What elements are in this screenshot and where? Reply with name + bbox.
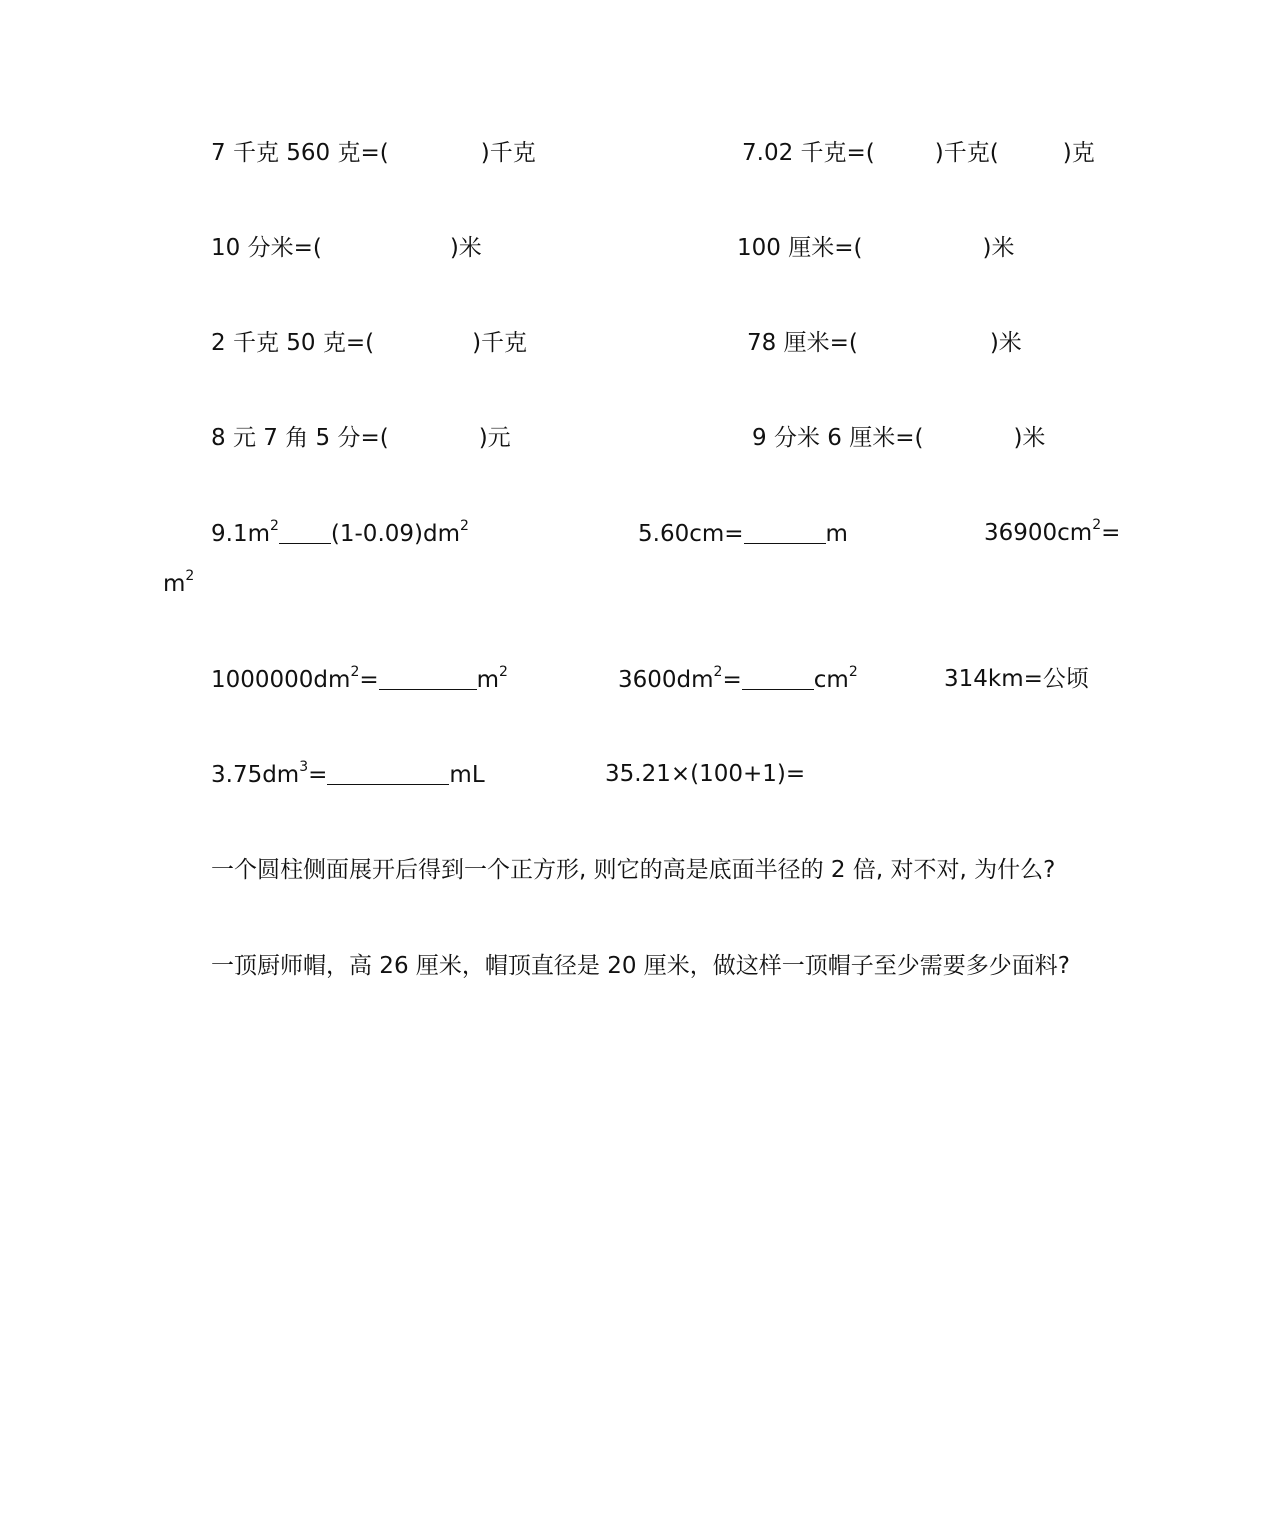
- row2-left-text: 10 分米=(: [211, 235, 322, 261]
- answer-blank: [279, 521, 331, 544]
- superscript: 2: [185, 568, 195, 585]
- answer-blank: [327, 762, 449, 785]
- row2-right: [737, 233, 1014, 263]
- row5-a-compare: (1-0.09)dm: [330, 521, 461, 547]
- row5-wrap-unit: m: [163, 571, 186, 597]
- row6-a: [211, 664, 508, 695]
- question-1: [211, 855, 1055, 885]
- row6-b-equals: =: [722, 667, 742, 693]
- row1-left-unit: )千克: [480, 140, 536, 166]
- answer-blank: [379, 667, 477, 690]
- row6-a-unit: m: [476, 667, 500, 693]
- row1-right-unit: )千克(: [934, 140, 999, 166]
- row3-right-text: 78 厘米=(: [747, 330, 858, 356]
- row5-c-value: 36900cm: [984, 520, 1093, 546]
- row1-left: [211, 138, 536, 168]
- row3-right: [747, 328, 1022, 358]
- superscript: 3: [299, 759, 309, 776]
- row7-a-value: 3.75dm: [211, 762, 300, 788]
- row7-a-equals: =: [308, 762, 328, 788]
- row4-left: [211, 423, 511, 453]
- row5-c: [984, 518, 1120, 548]
- superscript: 2: [499, 664, 508, 681]
- row5-b-unit: m: [825, 521, 848, 547]
- row3-left-text: 2 千克 50 克=(: [211, 330, 375, 356]
- row7-a: [211, 759, 485, 790]
- row1-right-unit2: )克: [1062, 140, 1095, 166]
- row4-right-unit: )米: [1013, 425, 1046, 451]
- row5-a: [211, 518, 469, 549]
- question-1-text: 一个圆柱侧面展开后得到一个正方形, 则它的高是底面半径的 2 倍, 对不对, 为什么?: [211, 857, 1056, 883]
- row6-b: [618, 664, 858, 695]
- row1-right-text: 7.02 千克=(: [742, 140, 875, 166]
- answer-blank: [742, 667, 814, 690]
- row6-a-value: 1000000dm: [211, 667, 351, 693]
- row2-right-unit: )米: [982, 235, 1015, 261]
- row1-left-text: 7 千克 560 克=(: [211, 140, 389, 166]
- row6-b-value: 3600dm: [618, 667, 714, 693]
- superscript: 2: [713, 664, 723, 681]
- question-2: [211, 951, 1070, 981]
- superscript: 2: [1092, 517, 1102, 534]
- row7-b-value: 35.21×(100+1)=: [605, 761, 806, 787]
- row5-c-equals: =: [1101, 520, 1121, 546]
- row2-left-unit: )米: [449, 235, 482, 261]
- row2-left: [211, 233, 482, 263]
- superscript: 2: [848, 664, 858, 681]
- row2-right-text: 100 厘米=(: [737, 235, 863, 261]
- row4-left-unit: )元: [478, 425, 511, 451]
- row3-right-unit: )米: [989, 330, 1022, 356]
- row3-left-unit: )千克: [472, 330, 528, 356]
- row6-c: [944, 664, 1089, 694]
- superscript: 2: [460, 518, 469, 535]
- row4-right: [752, 423, 1045, 453]
- row5-a-value: 9.1m: [211, 521, 270, 547]
- row3-left: [211, 328, 527, 358]
- superscript: 2: [269, 518, 279, 535]
- row7-a-unit: mL: [449, 762, 485, 788]
- row4-right-text: 9 分米 6 厘米=(: [752, 425, 924, 451]
- row6-b-unit: cm: [813, 667, 849, 693]
- row4-left-text: 8 元 7 角 5 分=(: [211, 425, 389, 451]
- row6-a-equals: =: [359, 667, 379, 693]
- row5-b: [638, 518, 848, 549]
- row5-wrap: [163, 569, 194, 599]
- row7-b: [605, 759, 805, 789]
- row6-c-value: 314km=公顷: [944, 666, 1089, 692]
- superscript: 2: [350, 664, 360, 681]
- row5-b-value: 5.60cm=: [638, 521, 744, 547]
- answer-blank: [744, 521, 826, 544]
- row1-right: [742, 138, 1095, 168]
- question-2-text: 一顶厨师帽，高 26 厘米，帽顶直径是 20 厘米，做这样一顶帽子至少需要多少面料?: [211, 953, 1070, 979]
